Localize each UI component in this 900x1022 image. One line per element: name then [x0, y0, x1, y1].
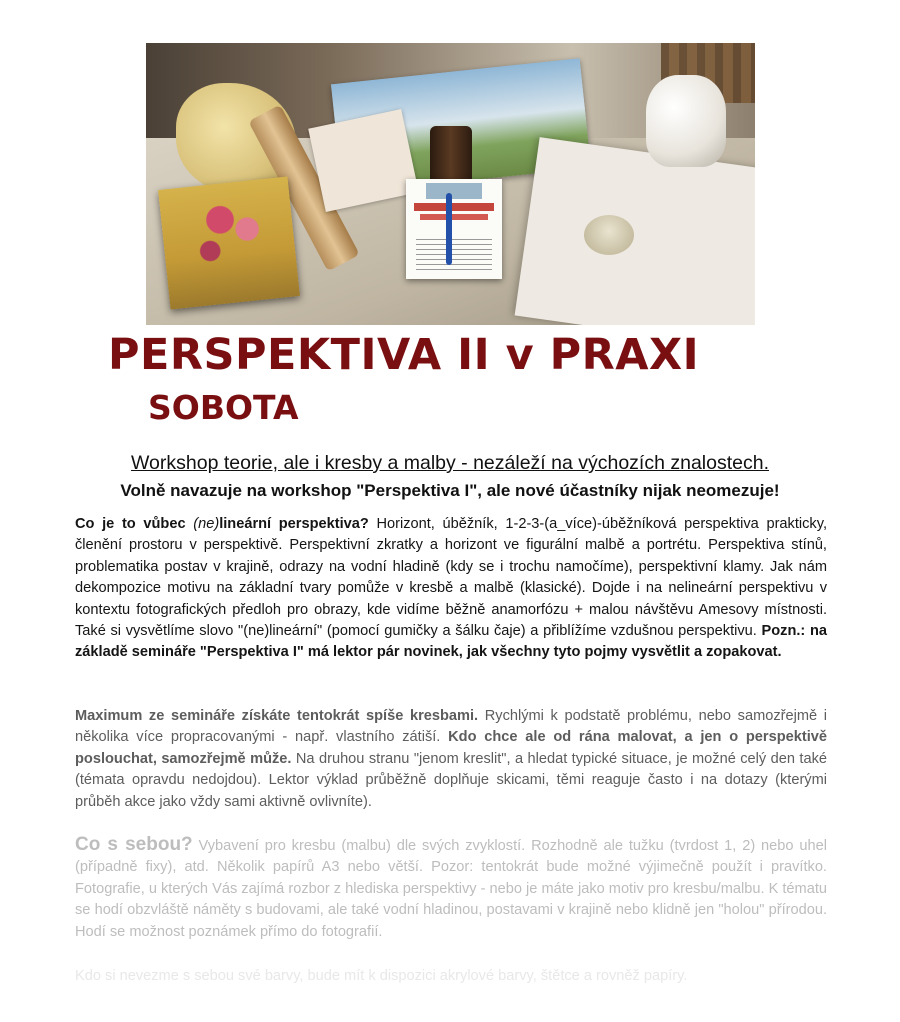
p2-body-3: Na druhou stranu "jenom kreslit", a hledat typické situace, je možné celý den také (témata opravdu nedojdou). Lektor výklad průběžně doplňuje skicami, těmi reaguje často i na dotazy (kterými průběh akce jako vždy sami aktivně ovlivníte). [75, 750, 827, 810]
paragraph-maximum [75, 706, 827, 813]
poster-title-bar [414, 203, 494, 211]
poster-subtitle-bar [420, 214, 488, 220]
tagline-continuation: Volně navazuje na workshop "Perspektiva I", ale nové účastníky nijak neomezuje! [120, 481, 780, 500]
hero-coffee-jar [430, 126, 472, 184]
page-subtitle: SOBOTA [148, 388, 299, 427]
p1-note: Pozn.: na základě semináře "Perspektiva I" má lektor pár novinek, jak všechny tyto pojmy vysvětlit a zopakovat. [75, 623, 827, 661]
hero-perspective-drawing [515, 137, 755, 325]
hero-pen [446, 193, 452, 265]
p1-body: Horizont, úběžník, 1-2-3-(a_více)-úběžníková perspektiva prakticky, členění prostoru v perspektivě. Perspektivní zkratky a horizont ve figurální malbě a portrétu. Perspektiva stínů, problematika postav v krajině, odrazy na vodní hladině (kdy se i trochu namočíme), perspektivní klamy. Jak nám dekompozice motivu na základní tvary pomůže v kresbě a malbě (klasické). Dojde i na nelineární perspektivu v kontextu fotografických předloh pro obrazy, kde vidíme běžně anamorfózu + malou návštěvu Amesovy místnosti. Také si vysvětlíme slovo "(ne)lineární" (pomocí gumičky a šálku čaje) a přiblížíme vzdušnou perspektivu. [75, 516, 827, 640]
paragraph-what-is [75, 514, 827, 664]
p4-body: Kdo si nevezme s sebou své barvy, bude mít k dispozici akrylové barvy, štětce a rovněž papíry. [75, 968, 688, 984]
paragraph-faded [75, 966, 827, 988]
p2-bold-2: Kdo chce ale od rána malovat, a jen o perspektivě poslouchat, samozřejmě může. [75, 729, 827, 767]
p3-body: Vybavení pro kresbu (malbu) dle svých zvyklostí. Rozhodně ale tužku (tvrdost 1, 2) nebo uhel (případně fixy), atd. Několik papírů A3 nebo větší. Pozor: tentokrát bude možné výjimečně použít i pravítko. Fotografie, u kterých Vás zajímá rozbor z hlediska perspektivy - nebo je máte jako motiv pro kresbu/malbu. K tématu se hodí obzvláště náměty s budovami, ale také vodní hladinou, postavami v krajině nebo klidně jen "holou" přírodou. Hodí se možnost poznámek přímo do fotografií. [75, 838, 827, 940]
p3-lead: Co s sebou? [75, 834, 193, 855]
p1-lead-a: Co je to vůbec [75, 516, 194, 532]
p1-lead-b: lineární perspektiva? [219, 516, 369, 532]
page-title: PERSPEKTIVA II v PRAXI [108, 330, 700, 380]
paragraph-what-to-bring [75, 834, 827, 943]
p1-lead-italic: (ne) [193, 516, 220, 532]
hero-photo [146, 43, 755, 325]
hero-kettle [646, 75, 726, 167]
poster-image [426, 183, 482, 199]
p2-lead: Maximum ze semináře získáte tentokrát spíše kresbami. [75, 708, 479, 724]
hero-poster [406, 179, 502, 279]
poster-text-lines [416, 239, 492, 273]
hero-glass-cup [584, 215, 634, 255]
hero-flower-painting [158, 177, 300, 310]
tagline-workshop: Workshop teorie, ale i kresby a malby - nezáleží na výchozích znalostech. [130, 452, 770, 474]
p2-body-1: Rychlými k podstatě problému, nebo samozřejmě i několika více propracovanými - např. vlastního zátiší. [75, 708, 827, 746]
